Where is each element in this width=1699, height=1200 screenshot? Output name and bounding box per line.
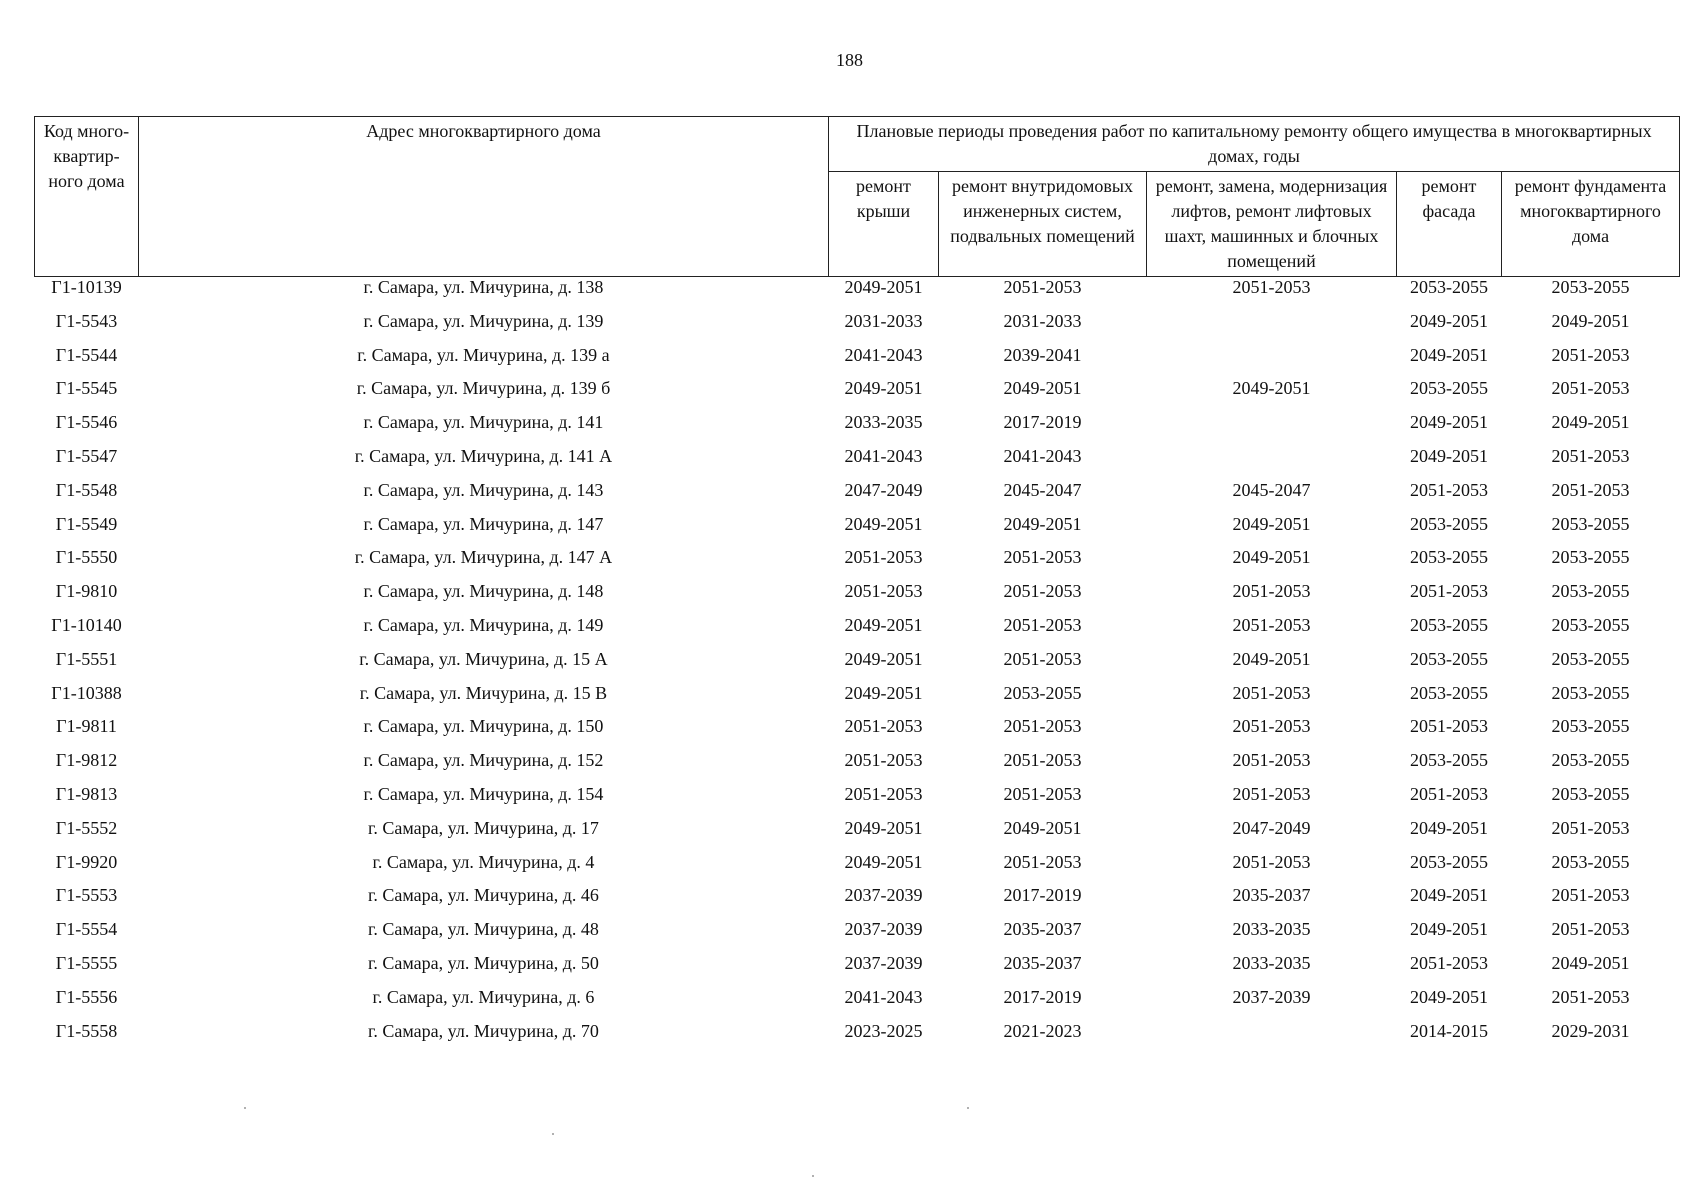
cell-elevators (1147, 412, 1397, 446)
cell-elevators: 2037-2039 (1232, 986, 1311, 1007)
cell-foundation: 2051-2053 (1551, 885, 1630, 906)
cell-address: г. Самара, ул. Мичурина, д. 48 (368, 919, 599, 940)
cell-address: г. Самара, ул. Мичурина, д. 139 б (356, 378, 611, 399)
cell-elevators: 2035-2037 (1232, 885, 1311, 906)
cell-code: Г1-5555 (55, 952, 118, 973)
cell-elevators (1147, 1021, 1397, 1055)
cell-address: г. Самара, ул. Мичурина, д. 150 (363, 716, 604, 737)
cell-elevators: 2051-2053 (1232, 614, 1311, 635)
cell-roof: 2049-2051 (844, 817, 923, 838)
cell-elevators (1147, 311, 1397, 345)
repair-plan-sheet (34, 116, 1679, 1054)
cell-address: г. Самара, ул. Мичурина, д. 141 А (354, 445, 613, 466)
column-header-foundation: ремонт фундамента многоквартирного дома (1502, 172, 1680, 277)
cell-facade: 2053-2055 (1410, 682, 1488, 703)
cell-code: Г1-9812 (55, 750, 118, 771)
cell-engineering: 2051-2053 (1003, 716, 1082, 737)
cell-code: Г1-5556 (55, 986, 118, 1007)
cell-foundation: 2053-2055 (1551, 716, 1630, 737)
cell-elevators: 2045-2047 (1232, 479, 1311, 500)
cell-address: г. Самара, ул. Мичурина, д. 46 (368, 885, 599, 906)
cell-facade: 2051-2053 (1410, 479, 1488, 500)
scan-speck (244, 1107, 246, 1109)
cell-code: Г1-5547 (55, 445, 118, 466)
cell-foundation: 2053-2055 (1551, 783, 1630, 804)
cell-foundation: 2051-2053 (1551, 445, 1630, 466)
table-row (35, 885, 1680, 919)
cell-code: Г1-9810 (55, 581, 118, 602)
cell-elevators: 2049-2051 (1232, 513, 1311, 534)
cell-elevators: 2033-2035 (1232, 952, 1311, 973)
cell-engineering: 2021-2023 (1003, 1020, 1082, 1041)
cell-roof: 2051-2053 (844, 783, 923, 804)
cell-facade: 2053-2055 (1410, 277, 1488, 297)
cell-elevators: 2051-2053 (1232, 277, 1311, 297)
cell-code: Г1-5545 (55, 378, 118, 399)
cell-engineering: 2039-2041 (1003, 344, 1082, 365)
cell-facade: 2053-2055 (1410, 547, 1488, 568)
cell-engineering: 2035-2037 (1003, 919, 1082, 940)
cell-facade: 2053-2055 (1410, 750, 1488, 771)
cell-address: г. Самара, ул. Мичурина, д. 70 (368, 1020, 599, 1041)
cell-roof: 2031-2033 (844, 310, 923, 331)
cell-code: Г1-5558 (55, 1020, 118, 1041)
cell-engineering: 2041-2043 (1003, 445, 1082, 466)
cell-address: г. Самара, ул. Мичурина, д. 4 (372, 851, 595, 872)
cell-roof: 2049-2051 (844, 648, 923, 669)
cell-code: Г1-5544 (55, 344, 118, 365)
cell-engineering: 2053-2055 (1003, 682, 1082, 703)
cell-address: г. Самара, ул. Мичурина, д. 138 (363, 277, 604, 297)
cell-elevators: 2051-2053 (1232, 581, 1311, 602)
cell-facade: 2049-2051 (1410, 310, 1488, 331)
cell-roof: 2051-2053 (844, 750, 923, 771)
cell-engineering: 2045-2047 (1003, 479, 1082, 500)
table-row (35, 784, 1680, 818)
cell-code: Г1-5553 (55, 885, 118, 906)
column-header-code: Код много- квартир- ного дома (35, 117, 139, 277)
cell-engineering: 2051-2053 (1003, 783, 1082, 804)
cell-foundation: 2051-2053 (1551, 344, 1630, 365)
cell-facade: 2049-2051 (1410, 412, 1488, 433)
cell-address: г. Самара, ул. Мичурина, д. 50 (368, 952, 599, 973)
cell-facade: 2051-2053 (1410, 581, 1488, 602)
cell-elevators (1147, 345, 1397, 379)
column-header-elevators: ремонт, замена, модернизация лифтов, ремонт лифтовых шахт, машинных и блочных помещений (1147, 172, 1397, 277)
cell-elevators: 2049-2051 (1232, 547, 1311, 568)
cell-code: Г1-5554 (55, 919, 118, 940)
table-row (35, 446, 1680, 480)
cell-engineering: 2049-2051 (1003, 378, 1082, 399)
cell-foundation: 2053-2055 (1551, 648, 1630, 669)
cell-roof: 2051-2053 (844, 716, 923, 737)
cell-engineering: 2035-2037 (1003, 952, 1082, 973)
cell-engineering: 2051-2053 (1003, 614, 1082, 635)
column-header-engineering: ремонт внутридомовых инженерных систем, подвальных помещений (939, 172, 1147, 277)
cell-code: Г1-5549 (55, 513, 118, 534)
cell-address: г. Самара, ул. Мичурина, д. 152 (363, 750, 604, 771)
cell-roof: 2041-2043 (844, 344, 923, 365)
cell-engineering: 2049-2051 (1003, 513, 1082, 534)
cell-foundation: 2053-2055 (1551, 750, 1630, 771)
cell-foundation: 2049-2051 (1551, 412, 1630, 433)
cell-code: Г1-9920 (55, 851, 118, 872)
cell-code: Г1-9811 (56, 716, 117, 737)
cell-foundation: 2053-2055 (1551, 614, 1630, 635)
cell-roof: 2041-2043 (844, 445, 923, 466)
cell-roof: 2051-2053 (844, 547, 923, 568)
cell-facade: 2053-2055 (1410, 648, 1488, 669)
cell-foundation: 2053-2055 (1551, 682, 1630, 703)
cell-engineering: 2051-2053 (1003, 851, 1082, 872)
cell-address: г. Самара, ул. Мичурина, д. 149 (363, 614, 604, 635)
cell-elevators: 2051-2053 (1232, 716, 1311, 737)
cell-facade: 2049-2051 (1410, 919, 1488, 940)
table-row (35, 852, 1680, 886)
cell-code: Г1-5543 (55, 310, 118, 331)
column-header-address: Адрес многоквартирного дома (139, 117, 829, 277)
cell-address: г. Самара, ул. Мичурина, д. 139 (363, 310, 604, 331)
cell-foundation: 2049-2051 (1551, 310, 1630, 331)
cell-foundation: 2053-2055 (1551, 513, 1630, 534)
cell-foundation: 2053-2055 (1551, 581, 1630, 602)
cell-engineering: 2049-2051 (1003, 817, 1082, 838)
cell-address: г. Самара, ул. Мичурина, д. 143 (363, 479, 604, 500)
table-row (35, 345, 1680, 379)
cell-foundation: 2053-2055 (1551, 547, 1630, 568)
table-row (35, 378, 1680, 412)
cell-facade: 2049-2051 (1410, 986, 1488, 1007)
cell-elevators: 2049-2051 (1232, 378, 1311, 399)
cell-address: г. Самара, ул. Мичурина, д. 154 (363, 783, 604, 804)
scan-speck (812, 1175, 814, 1177)
cell-engineering: 2051-2053 (1003, 277, 1082, 297)
cell-roof: 2041-2043 (844, 986, 923, 1007)
cell-facade: 2049-2051 (1410, 445, 1488, 466)
cell-engineering: 2051-2053 (1003, 750, 1082, 771)
cell-foundation: 2051-2053 (1551, 817, 1630, 838)
table-row (35, 514, 1680, 548)
cell-engineering: 2051-2053 (1003, 581, 1082, 602)
table-row (35, 987, 1680, 1021)
table-row (35, 919, 1680, 953)
table-row (35, 615, 1680, 649)
cell-facade: 2053-2055 (1410, 513, 1488, 534)
cell-address: г. Самара, ул. Мичурина, д. 147 А (354, 547, 613, 568)
cell-elevators: 2049-2051 (1232, 648, 1311, 669)
cell-roof: 2037-2039 (844, 885, 923, 906)
table-row (35, 716, 1680, 750)
scan-speck (967, 1107, 969, 1109)
cell-roof: 2049-2051 (844, 277, 923, 297)
table-row (35, 311, 1680, 345)
cell-engineering: 2051-2053 (1003, 648, 1082, 669)
table-row (35, 277, 1680, 311)
column-header-roof: ремонт крыши (829, 172, 939, 277)
cell-roof: 2033-2035 (844, 412, 923, 433)
table-row (35, 649, 1680, 683)
cell-foundation: 2049-2051 (1551, 952, 1630, 973)
column-header-facade: ремонт фасада (1397, 172, 1502, 277)
cell-elevators: 2047-2049 (1232, 817, 1311, 838)
cell-roof: 2049-2051 (844, 851, 923, 872)
table-body (35, 277, 1680, 1055)
cell-elevators: 2051-2053 (1232, 783, 1311, 804)
cell-engineering: 2017-2019 (1003, 986, 1082, 1007)
cell-engineering: 2017-2019 (1003, 412, 1082, 433)
cell-address: г. Самара, ул. Мичурина, д. 15 А (359, 648, 608, 669)
cell-facade: 2053-2055 (1410, 614, 1488, 635)
table-row (35, 953, 1680, 987)
cell-address: г. Самара, ул. Мичурина, д. 6 (372, 986, 595, 1007)
cell-facade: 2049-2051 (1410, 885, 1488, 906)
cell-code: Г1-5552 (55, 817, 118, 838)
cell-address: г. Самара, ул. Мичурина, д. 141 (363, 412, 604, 433)
cell-engineering: 2051-2053 (1003, 547, 1082, 568)
cell-foundation: 2051-2053 (1551, 986, 1630, 1007)
table-row (35, 750, 1680, 784)
cell-elevators: 2051-2053 (1232, 682, 1311, 703)
cell-engineering: 2031-2033 (1003, 310, 1082, 331)
cell-facade: 2053-2055 (1410, 378, 1488, 399)
cell-roof: 2049-2051 (844, 513, 923, 534)
cell-address: г. Самара, ул. Мичурина, д. 147 (363, 513, 604, 534)
table-header (35, 117, 1680, 277)
table-row (35, 480, 1680, 514)
cell-facade: 2049-2051 (1410, 344, 1488, 365)
scan-speck (552, 1133, 554, 1135)
cell-roof: 2037-2039 (844, 952, 923, 973)
cell-code: Г1-9813 (55, 783, 118, 804)
cell-facade: 2051-2053 (1410, 783, 1488, 804)
cell-foundation: 2051-2053 (1551, 479, 1630, 500)
cell-elevators: 2051-2053 (1232, 750, 1311, 771)
cell-facade: 2049-2051 (1410, 817, 1488, 838)
cell-address: г. Самара, ул. Мичурина, д. 15 В (359, 682, 608, 703)
cell-roof: 2037-2039 (844, 919, 923, 940)
table-row (35, 547, 1680, 581)
cell-foundation: 2053-2055 (1551, 277, 1630, 297)
cell-address: г. Самара, ул. Мичурина, д. 17 (368, 817, 599, 838)
cell-roof: 2051-2053 (844, 581, 923, 602)
table-row (35, 818, 1680, 852)
cell-address: г. Самара, ул. Мичурина, д. 139 а (357, 344, 610, 365)
cell-address: г. Самара, ул. Мичурина, д. 148 (363, 581, 604, 602)
cell-code: Г1-5550 (55, 547, 118, 568)
column-group-header-periods: Плановые периоды проведения работ по капитальному ремонту общего имущества в многоквартирных домах, годы (829, 117, 1680, 172)
cell-elevators (1147, 446, 1397, 480)
cell-roof: 2049-2051 (844, 682, 923, 703)
table-row (35, 683, 1680, 717)
cell-code: Г1-5546 (55, 412, 118, 433)
repair-plan-table (34, 116, 1680, 1054)
cell-code: Г1-10139 (51, 277, 122, 297)
table-row (35, 412, 1680, 446)
cell-facade: 2051-2053 (1410, 952, 1488, 973)
cell-foundation: 2051-2053 (1551, 919, 1630, 940)
cell-code: Г1-5551 (55, 648, 118, 669)
cell-code: Г1-10140 (51, 614, 122, 635)
cell-code: Г1-10388 (51, 682, 122, 703)
table-row (35, 1021, 1680, 1055)
cell-elevators: 2033-2035 (1232, 919, 1311, 940)
cell-roof: 2023-2025 (844, 1020, 923, 1041)
cell-facade: 2051-2053 (1410, 716, 1488, 737)
cell-roof: 2049-2051 (844, 378, 923, 399)
cell-facade: 2053-2055 (1410, 851, 1488, 872)
cell-foundation: 2029-2031 (1551, 1020, 1630, 1041)
cell-facade: 2014-2015 (1410, 1020, 1488, 1041)
cell-engineering: 2017-2019 (1003, 885, 1082, 906)
cell-elevators: 2051-2053 (1232, 851, 1311, 872)
table-row (35, 581, 1680, 615)
cell-roof: 2047-2049 (844, 479, 923, 500)
page-number: 188 (836, 50, 863, 70)
cell-foundation: 2051-2053 (1551, 378, 1630, 399)
cell-roof: 2049-2051 (844, 614, 923, 635)
cell-code: Г1-5548 (55, 479, 118, 500)
cell-foundation: 2053-2055 (1551, 851, 1630, 872)
